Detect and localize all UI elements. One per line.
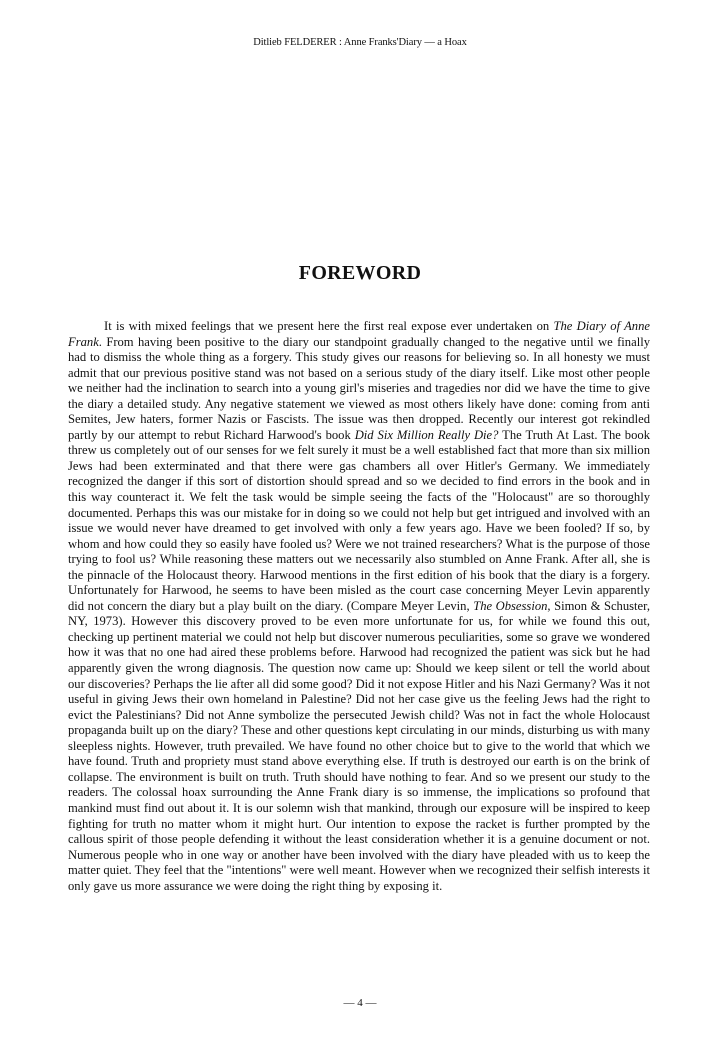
running-header: Ditlieb FELDERER : Anne Franks'Diary — a Hoax (253, 37, 467, 48)
page-number: — 4 — (343, 997, 377, 1009)
text-run-3: The Truth At Last. The book threw us completely out of our senses for we felt surely it must be a well established fact that more than six million Jews had been exterminated and that there were gas chambers all over Hitler's Germany. We immediately recognized the danger if this sort of distortion should spread and so we decided to find errors in the book and in this way counteract it. We felt the task would be simple seeing the facts of the "Holocaust" are so thoroughly documented. Perhaps this was our mistake for in doing so we could not help but get intrigued and involved with an issue we would never have dreamed to get involved with only a few years ago. Have we been fooled? If so, by whom and how could they so easily have fooled us? Were we not trained researchers? What is the purpose of those trying to fool us? While reasoning these matters out we necessarily also stumbled on Anne Frank. After all, she is the pinnacle of the Holocaust theory. Harwood mentions in the first edition of his book that the diary is a forgery. Unfortunately for Harwood, he seems to have been misled as the court case concerning Meyer Levin apparently did not concern the diary but a play built on the diary. (Compare Meyer Levin, (68, 427, 650, 613)
chapter-title: FOREWORD (298, 262, 422, 284)
foreword-paragraph (68, 319, 650, 894)
text-run-1: It is with mixed feelings that we present here the first real expose ever undertaken on (104, 319, 554, 333)
book-title-obsession: The Obsession (473, 598, 548, 613)
book-title-six-million: Did Six Million Really Die? (354, 427, 499, 442)
text-run-4: , Simon & Schuster, NY, 1973). However this discovery proved to be even more unfortunate for us, for while we found this out, checking up pertinent material we could not help but discover numerous peculiarities, some so grave we wondered how it was that no one had aired these problems before. Harwood had recognized the patient was sick but he had apparently given the wrong diagnosis. The question now came up: Should we keep silent or tell the world about our discoveries? Perhaps the lie after all did some good? Did it not expose Hitler and his Nazi Germany? Was it not useful in giving Jews their own homeland in Palestine? Did not her case give us the feeling Jews had the right to evict the Palestinians? Did not Anne symbolize the persecuted Jewish child? Was not in fact the whole Holocaust propaganda built up on the diary? These and other questions kept circulating in our minds, disturbing us with many sleepless nights. However, truth prevailed. We have found no other choice but to give to the world that which we have found. Truth and propriety must stand above everything else. If truth is destroyed our earth is on the brink of collapse. The environment is built on truth. Truth should have nothing to fear. And so we present our study to the readers. The colossal hoax surrounding the Anne Frank diary is so immense, the implications so profound that mankind must find out about it. It is our solemn wish that mankind, through our exposure will be inspired to keep fighting for truth no matter whom it might hurt. Our intention to expose the racket is further prompted by the callous spirit of those people defending it without the least consideration whether it is a genuine document or not. Numerous people who in one way or another have been involved with the diary have pleaded with us to keep the matter quiet. They feel that the "intentions" were well meant. However when we recognized their selfish interests it only gave us more assurance we were doing the right thing by exposing it. (68, 598, 650, 893)
book-title-diary: The Diary of Anne Frank (68, 319, 650, 349)
text-run-2: . From having been positive to the diary our standpoint gradually changed to the negative until we finally had to dismiss the whole thing as a forgery. This study gives our reasons for believing so. In all honesty we must admit that our previous positive stand was not based on a serious study of the diary itself. Like most other people we neither had the inclination to search into a young girl's miseries and tragedies nor did we have the time to give the diary a detailed study. Any negative statement we viewed as most others likely have done: coming from anti Semites, Jew haters, former Nazis or Fascists. The issue was then dropped. Recently our interest got rekindled partly by our attempt to rebut Richard Harwood's book (68, 334, 650, 442)
